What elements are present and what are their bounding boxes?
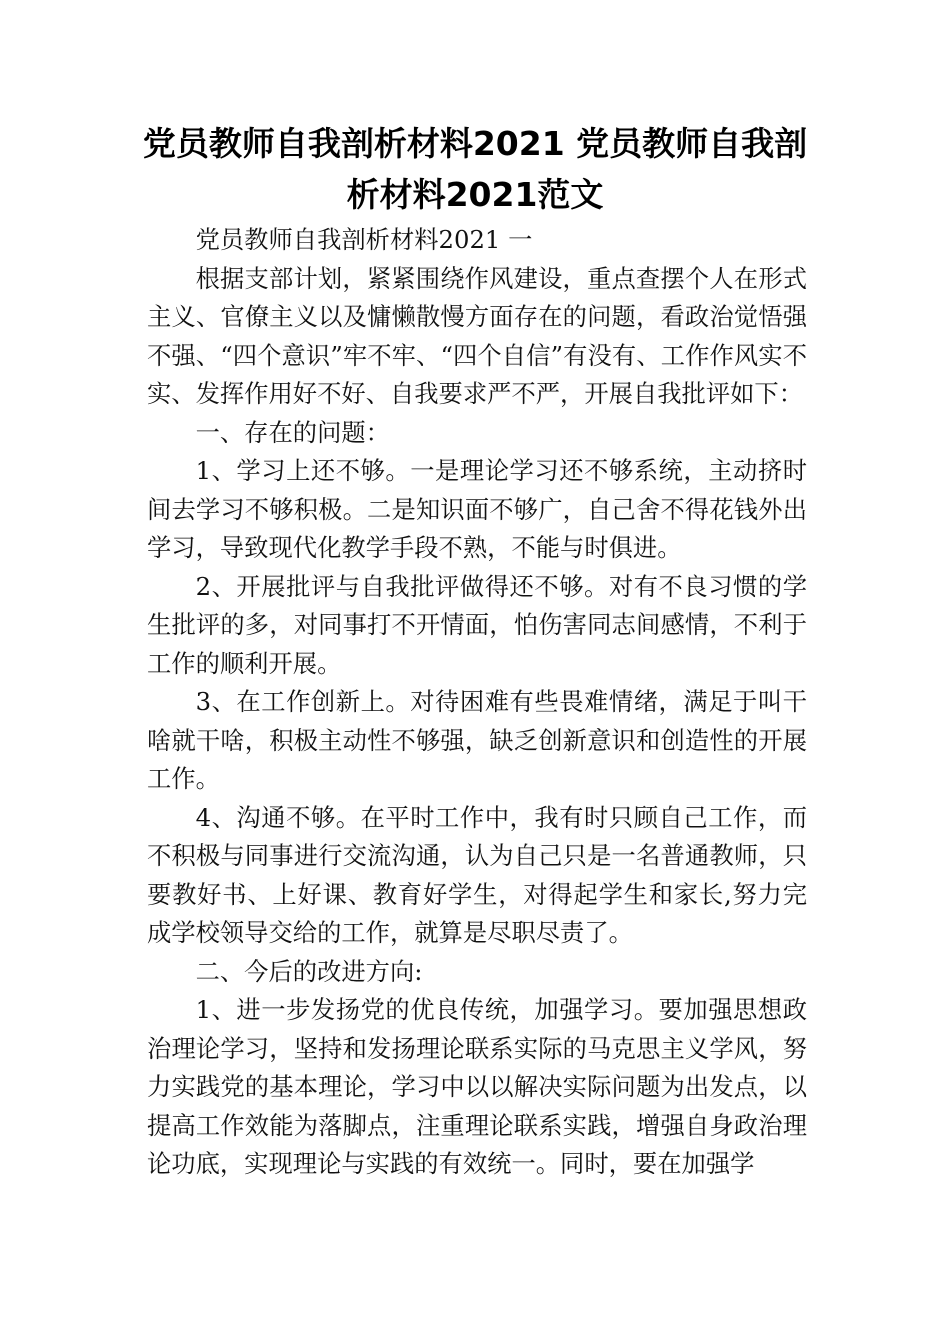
section-heading-improvements: 二、今后的改进方向: [195, 956, 423, 986]
paragraph-problem-4: 4、沟通不够。在平时工作中，我有时只顾自己工作，而不积极与同事进行交流沟通，认为自己只是一名普通教师，只要教好书、上好课、教育好学生，对得起学生和家长,努力完成学校领导交给的工作，就算是尽职尽责了。 [147, 802, 807, 947]
paragraph-problem-2: 2、开展批评与自我批评做得还不够。对有不良习惯的学生批评的多，对同事打不开情面，怕伤害同志间感情，不利于工作的顺利开展。 [147, 571, 807, 678]
section-heading-problems: 一、存在的问题： [195, 417, 390, 447]
paragraph-problem-3: 3、在工作创新上。对待困难有些畏难情绪，满足于叫干啥就干啥，积极主动性不够强，缺乏创新意识和创造性的开展工作。 [147, 687, 807, 793]
paragraph-problem-1: 1、学习上还不够。一是理论学习还不够系统，主动挤时间去学习不够积极。二是知识面不够广，自己舍不得花钱外出学习，导致现代化教学手段不熟，不能与时俱进。 [147, 456, 807, 562]
paragraph-improvement-1: 1、进一步发扬党的优良传统，加强学习。要加强思想政治理论学习，坚持和发扬理论联系实际的马克思主义学风，努力实践党的基本理论，学习中以以解决实际问题为出发点，以提高工作效能为落脚点，注重理论联系实践，增强自身政治理论功底，实现理论与实践的有效统一。同时，要在加强学 [147, 995, 807, 1178]
paragraph-intro: 根据支部计划，紧紧围绕作风建设，重点查摆个人在形式主义、官僚主义以及慵懒散慢方面存在的问题，看政治觉悟强不强、“四个意识”牢不牢、“四个自信”有没有、工作作风实不实、发挥作用好不好、自我要求严不严，开展自我批评如下： [147, 263, 807, 408]
paragraph-subheading: 党员教师自我剖析材料2021 一 [195, 225, 533, 254]
document-body [147, 221, 807, 1184]
document-title: 党员教师自我剖析材料2021 党员教师自我剖析材料2021范文 [142, 124, 808, 214]
